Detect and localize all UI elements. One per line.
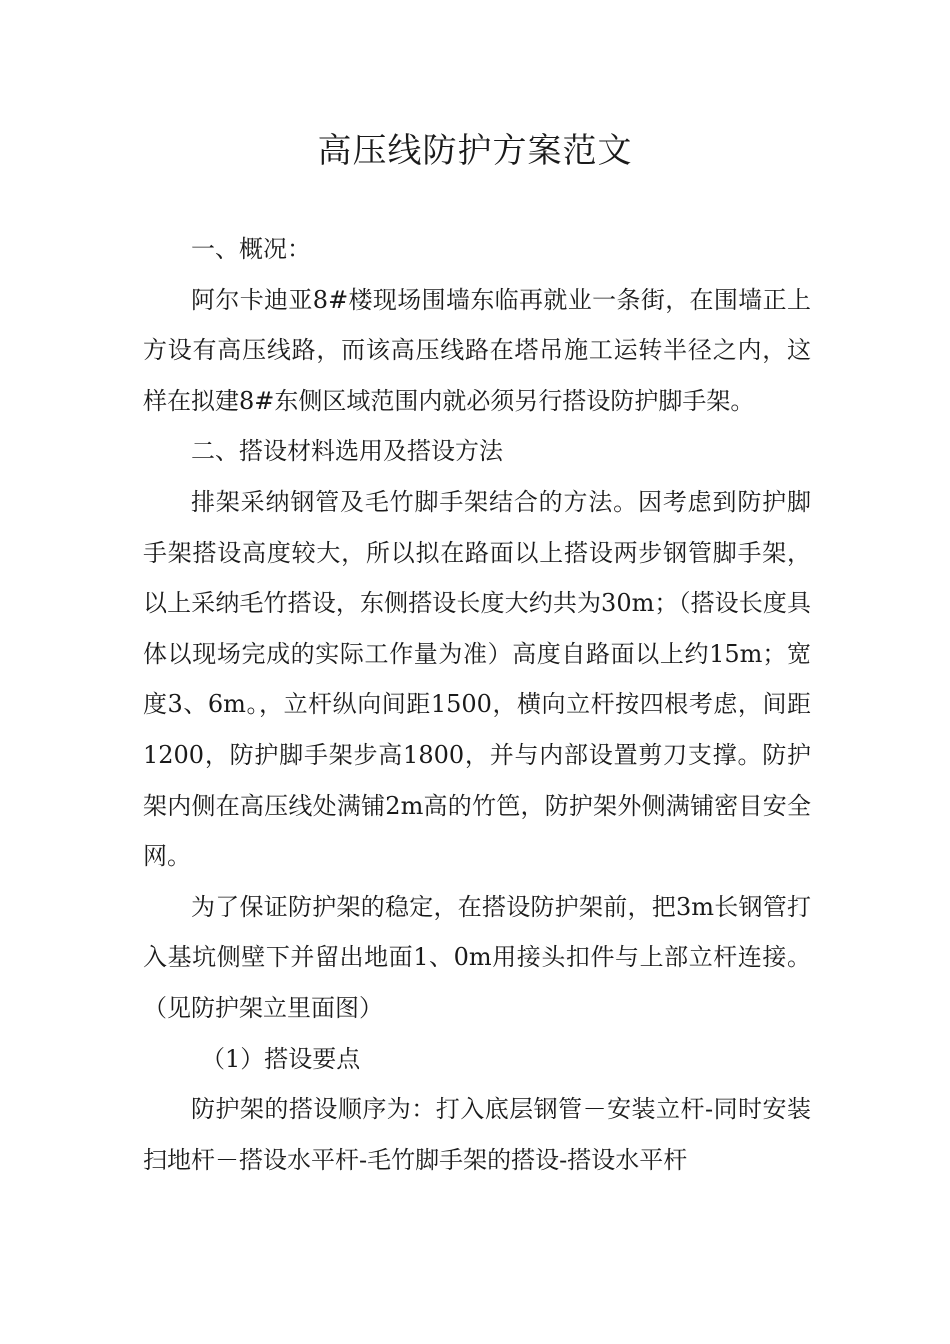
paragraph-materials-2: 为了保证防护架的稳定，在搭设防护架前，把3m长钢管打入基坑侧壁下并留出地面1、0m用接头扣件与上部立杆连接。（见防护架立里面图） (143, 892, 811, 1022)
paragraph-materials-1: 排架采纳钢管及毛竹脚手架结合的方法。因考虑到防护脚手架搭设高度较大，所以拟在路面以上搭设两步钢管脚手架，以上采纳毛竹搭设，东侧搭设长度大约共为30m；（搭设长度具体以现场完成的实际工作量为准）高度自路面以上约15m；宽度3、6m。，立杆纵向间距1500，横向立杆按四根考虑，间距1200，防护脚手架步高1800，并与内部设置剪刀支撑。防护架内侧在高压线处满铺2m高的竹笆，防护架外侧满铺密目安全网。 (143, 487, 811, 871)
document-title: 高压线防护方案范文 (317, 131, 633, 171)
paragraph-key-points: 防护架的搭设顺序为：打入底层钢管－安装立杆-同时安装扫地杆－搭设水平杆-毛竹脚手架的搭设-搭设水平杆 (143, 1095, 811, 1174)
section-heading-overview: 一、概况： (191, 235, 311, 263)
paragraph-overview: 阿尔卡迪亚8#楼现场围墙东临再就业一条街，在围墙正上方设有高压线路，而该高压线路在塔吊施工运转半径之内，这样在拟建8#东侧区域范围内就必须另行搭设防护脚手架。 (143, 285, 811, 415)
document-body (143, 224, 811, 1185)
section-heading-materials: 二、搭设材料选用及搭设方法 (191, 437, 503, 466)
sub-heading-key-points: （1）搭设要点 (201, 1044, 361, 1073)
